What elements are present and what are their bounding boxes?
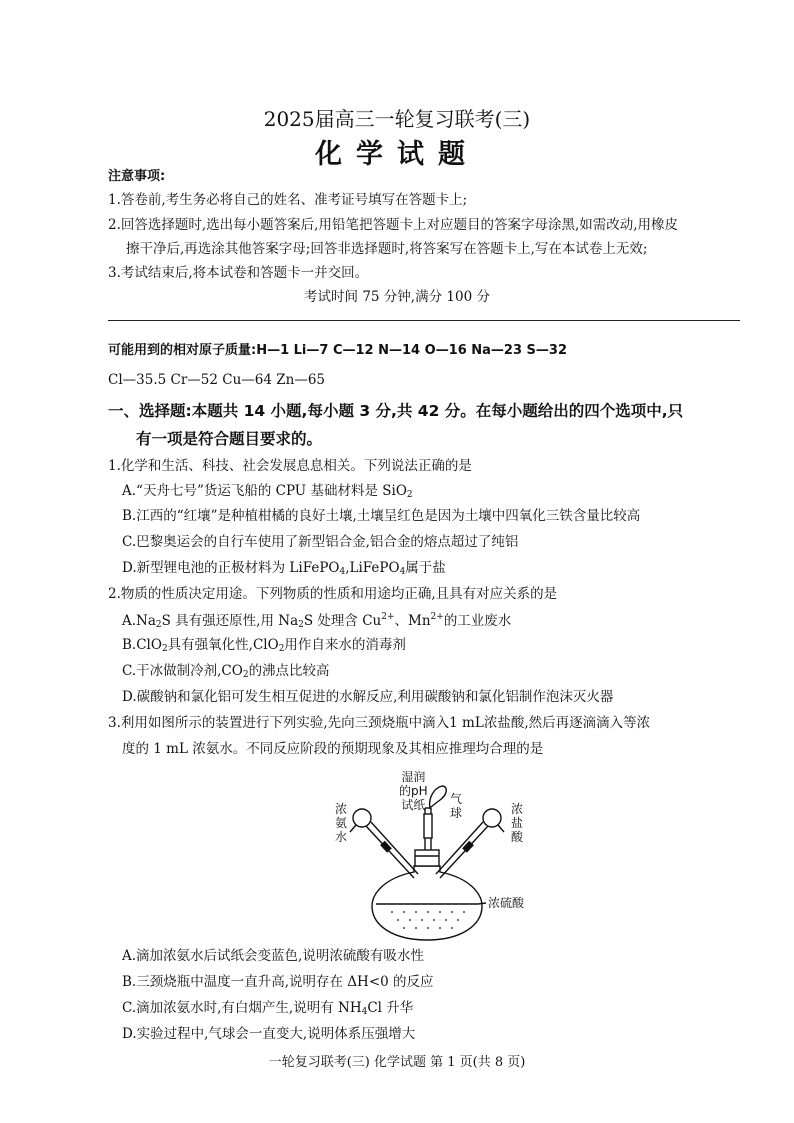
question-1-option-b: B.江西的“红壤”是种植柑橘的良好土壤,土壤呈红色是因为土壤中四氧化三铁含量比较高	[122, 508, 641, 524]
notice-heading: 注意事项:	[108, 169, 166, 184]
question-3-option-b: B.三颈烧瓶中温度一直升高,说明存在 ΔH<0 的反应	[122, 974, 434, 990]
notice-item-2-line-2: 擦干净后,再选涂其他答案字母;回答非选择题时,将答案写在答题卡上,写在本试卷上无效;	[126, 241, 648, 257]
exam-title: 2025届高三一轮复习联考(三)	[263, 107, 531, 131]
question-2-option-a: $A.Na_2S$ 具有强还原性,用 $Na_2S$ 处理含 $Cu^{2+}$、$Mn^{2+}$的工业废水	[122, 612, 512, 630]
page-footer: 一轮复习联考(三) 化学试题 第 1 页(共 8 页)	[268, 1055, 526, 1070]
question-1-option-a: A.“天舟七号”货运飞船的 CPU 基础材料是 SiO$_2$	[122, 483, 413, 500]
question-2-option-c: C.干冰做制冷剂$,CO_2$的沸点比较高	[122, 663, 330, 680]
notice-item-3: 3.考试结束后,将本试卷和答题卡一并交回。	[108, 265, 369, 281]
question-1-stem: 1.化学和生活、科技、社会发展息息相关。下列说法正确的是	[108, 458, 472, 474]
diagram-label-ph-paper: 湿润 的pH 试纸	[399, 770, 428, 812]
ammonia-funnel-stem	[366, 826, 414, 878]
question-2-option-b: B.ClO$_2$具有强氧化性,ClO$_2$用作自来水的消毒剂	[122, 637, 406, 654]
question-3-option-a: A.滴加浓氨水后试纸会变蓝色,说明浓硫酸有吸水性	[122, 948, 424, 964]
question-1-option-d: D.新型锂电池的正极材料为 LiFePO$_4$,LiFePO$_4$属于盐	[122, 560, 446, 577]
exam-time-info: 考试时间 75 分钟,满分 100 分	[304, 289, 490, 305]
section-1-heading-line-1: 一、选择题:本题共 14 小题,每小题 3 分,共 42 分。在每小题给出的四个选项中,只	[108, 402, 684, 420]
ph-paper	[424, 814, 432, 838]
question-3-stem-line-2: 度的 1 mL 浓氨水。不同反应阶段的预期现象及其相应推理均合理的是	[122, 741, 544, 757]
question-2-option-d: D.碳酸钠和氯化铝可发生相互促进的水解反应,利用碳酸钠和氯化铝制作泡沫灭火器	[122, 689, 614, 705]
question-1-option-c: C.巴黎奥运会的自行车使用了新型铝合金,铝合金的熔点超过了纯铝	[122, 534, 519, 550]
atomic-masses-line-2: Cl—35.5 Cr—52 Cu—64 Zn—65	[108, 372, 325, 388]
three-neck-flask	[372, 866, 482, 940]
hcl-funnel	[483, 809, 501, 827]
hcl-funnel-stem	[440, 826, 488, 878]
notice-item-1: 1.答卷前,考生务必将自己的姓名、准考证号填写在答题卡上;	[108, 192, 468, 208]
ammonia-funnel	[353, 809, 371, 827]
diagram-label-balloon: 气 球	[450, 792, 463, 820]
subject-title: 化学试题	[315, 139, 479, 170]
question-2-stem: 2.物质的性质决定用途。下列物质的性质和用途均正确,且具有对应关系的是	[108, 586, 558, 602]
atomic-masses-line-1: 可能用到的相对原子质量:H—1 Li—7 C—12 N—14 O—16 Na—23 S—32	[108, 343, 568, 358]
diagram-label-conc-sulfuric-acid: 浓硫酸	[488, 896, 525, 910]
notice-item-2-line-1: 2.回答选择题时,选出每小题答案后,用铅笔把答题卡上对应题目的答案字母涂黑,如需改动,用橡皮	[108, 217, 679, 233]
stopper	[415, 850, 439, 866]
question-3-stem-line-1: 3.利用如图所示的装置进行下列实验,先向三颈烧瓶中滴入1 mL浓盐酸,然后再逐滴滴入等浓	[108, 715, 651, 731]
section-1-heading-line-2: 有一项是符合题目要求的。	[136, 430, 323, 448]
diagram-label-hcl: 浓 盐 酸	[511, 802, 524, 844]
balloon-icon	[430, 786, 447, 808]
question-3-option-d: D.实验过程中,气球会一直变大,说明体系压强增大	[122, 1026, 416, 1042]
diagram-label-ammonia: 浓 氨 水	[335, 802, 348, 844]
question-3-option-c: C.滴加浓氨水时,有白烟产生,说明有 $NH_4Cl$ 升华	[122, 1000, 414, 1017]
